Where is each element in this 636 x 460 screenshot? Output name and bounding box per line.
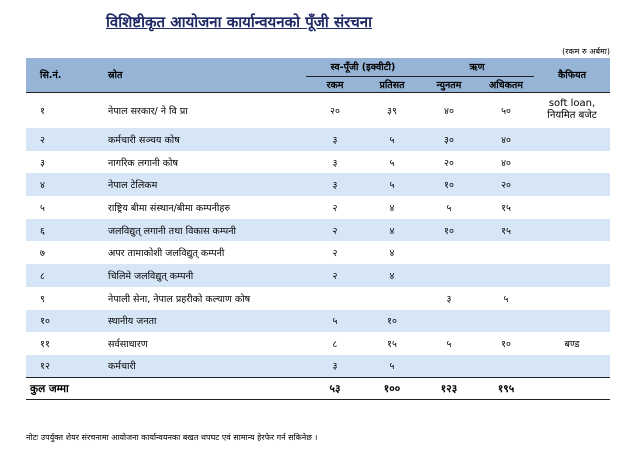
- table-row: [26, 287, 610, 310]
- cell-max: ४०: [478, 128, 534, 151]
- total-label: कुल जम्मा: [30, 382, 69, 395]
- cell-min: १०: [420, 173, 478, 196]
- cell-sn: ६: [26, 219, 84, 242]
- cell-sn: १२: [26, 355, 84, 378]
- table-row: [26, 219, 610, 242]
- table-row: [26, 92, 610, 128]
- cell-remarks: [534, 310, 610, 333]
- total-percent: १००: [383, 382, 401, 395]
- cell-max: १५: [478, 219, 534, 242]
- cell-sn: ४: [26, 173, 84, 196]
- cell-percent: ५: [364, 355, 420, 378]
- table-row: [26, 355, 610, 378]
- footnote: नोटः उपर्युक्त शेयर संरचनामा आयोजना कार्यान्वयनका बखत थपघट एवं सामान्य हेरफेर गर्न सकिनेछ ।: [26, 433, 318, 442]
- cell-sn: ३: [40, 157, 45, 169]
- cell-sn: १: [40, 105, 45, 117]
- cell-remarks: [534, 196, 610, 219]
- cell-percent: ३९: [387, 105, 397, 117]
- cell-percent: ५: [364, 173, 420, 196]
- cell-source: नेपाल टेलिकम: [84, 173, 306, 196]
- cell-percent: ४: [389, 202, 395, 214]
- cell-percent: [364, 287, 420, 310]
- cell-min: २०: [444, 157, 454, 169]
- header-maximum: अधिकतम: [478, 76, 534, 92]
- header-minimum: न्युनतम: [420, 76, 478, 92]
- header-remarks: कैफियत: [534, 58, 610, 92]
- cell-percent: १०: [364, 310, 420, 333]
- table-row: [26, 310, 610, 333]
- table-row: [26, 196, 610, 219]
- cell-sn: ९: [40, 293, 45, 305]
- cell-remarks: [534, 219, 610, 242]
- total-min: १२३: [440, 382, 458, 395]
- total-amount: ५३: [329, 382, 341, 395]
- cell-amount: ३: [332, 157, 338, 169]
- cell-amount: ५: [306, 310, 364, 333]
- table-row: [26, 151, 610, 174]
- cell-percent: ४: [364, 264, 420, 287]
- cell-remarks: [534, 173, 610, 196]
- cell-sn: १०: [26, 310, 84, 333]
- cell-min: [420, 241, 478, 264]
- cell-remarks: [534, 287, 610, 310]
- cell-max: ५: [503, 293, 509, 305]
- cell-max: १५: [501, 202, 511, 214]
- cell-amount: २०: [330, 105, 340, 117]
- table-row: [26, 241, 610, 264]
- cell-amount: ३: [306, 355, 364, 378]
- cell-source: कर्मचारी सञ्चय कोष: [84, 128, 306, 151]
- table-row: [26, 332, 610, 355]
- cell-max: [478, 310, 534, 333]
- cell-amount: ८: [332, 339, 338, 351]
- cell-min: ३०: [420, 128, 478, 151]
- cell-remarks: [534, 355, 610, 378]
- cell-remarks: [534, 264, 610, 287]
- cell-remarks: [534, 241, 610, 264]
- capital-structure-table: [26, 58, 610, 400]
- cell-source: स्थानीय जनता: [84, 310, 306, 333]
- cell-sn: ११: [40, 339, 50, 351]
- table-row: [26, 173, 610, 196]
- cell-min: [420, 310, 478, 333]
- cell-sn: ८: [26, 264, 84, 287]
- cell-source: अपर तामाकोशी जलविद्युत् कम्पनी: [108, 248, 225, 260]
- total-row: [26, 378, 610, 400]
- cell-percent: १५: [387, 339, 397, 351]
- cell-percent: ५: [364, 128, 420, 151]
- cell-percent: ४: [389, 248, 395, 260]
- cell-amount: २: [306, 219, 364, 242]
- cell-source: नेपाल सरकार/ ने वि प्रा: [108, 105, 188, 117]
- cell-sn: ५: [40, 202, 45, 214]
- document-title: विशिष्टीकृत आयोजना कार्यान्वयनको पूँजी संरचना: [106, 13, 372, 31]
- header-loan: ऋण: [420, 58, 534, 76]
- cell-min: ५: [446, 202, 452, 214]
- cell-amount: २: [332, 202, 338, 214]
- cell-source: चिलिमे जलविद्युत् कम्पनी: [84, 264, 306, 287]
- cell-max: १०: [501, 339, 511, 351]
- cell-max: २०: [478, 173, 534, 196]
- cell-min: [420, 355, 478, 378]
- cell-max: [478, 241, 534, 264]
- cell-remarks: [534, 151, 610, 174]
- cell-remarks: soft loan, नियमित बजेट: [547, 98, 597, 122]
- table-row: [26, 264, 610, 287]
- cell-amount: [306, 287, 364, 310]
- cell-remarks: [534, 128, 610, 151]
- cell-min: १०: [420, 219, 478, 242]
- cell-source: नागरिक लगानी कोष: [108, 157, 178, 169]
- header-amount: रकम: [306, 76, 364, 92]
- header-sn: सि.नं.: [26, 58, 84, 92]
- total-max: १९५: [497, 382, 515, 395]
- unit-note: (रकम रु अर्बमा): [562, 47, 610, 56]
- cell-amount: २: [306, 264, 364, 287]
- cell-remarks: बण्ड: [564, 339, 580, 351]
- cell-min: ४०: [444, 105, 454, 117]
- cell-amount: ३: [306, 128, 364, 151]
- cell-source: जलविद्युत् लगानी तथा विकास कम्पनी: [84, 219, 306, 242]
- header-source: स्रोत: [84, 58, 306, 92]
- cell-max: [478, 355, 534, 378]
- cell-amount: ३: [306, 173, 364, 196]
- cell-source: कर्मचारी: [84, 355, 306, 378]
- cell-max: [478, 264, 534, 287]
- cell-percent: ५: [389, 157, 395, 169]
- header-percent: प्रतिसत: [364, 76, 420, 92]
- cell-source: राष्ट्रिय बीमा संस्थान/बीमा कम्पनीहरु: [108, 202, 231, 214]
- total-remarks: [534, 378, 610, 400]
- cell-min: [420, 264, 478, 287]
- cell-source: सर्वसाधारण: [108, 339, 148, 351]
- cell-max: ५०: [501, 105, 511, 117]
- cell-min: ३: [446, 293, 452, 305]
- cell-source: नेपाली सेना, नेपाल प्रहरीको कल्याण कोष: [108, 293, 251, 305]
- cell-percent: ४: [364, 219, 420, 242]
- cell-sn: ७: [40, 248, 45, 260]
- cell-amount: २: [332, 248, 338, 260]
- cell-sn: २: [26, 128, 84, 151]
- table-row: [26, 128, 610, 151]
- cell-max: ४०: [501, 157, 511, 169]
- header-equity: स्व-पूँजी (इक्वीटी): [306, 58, 420, 76]
- cell-min: ५: [446, 339, 452, 351]
